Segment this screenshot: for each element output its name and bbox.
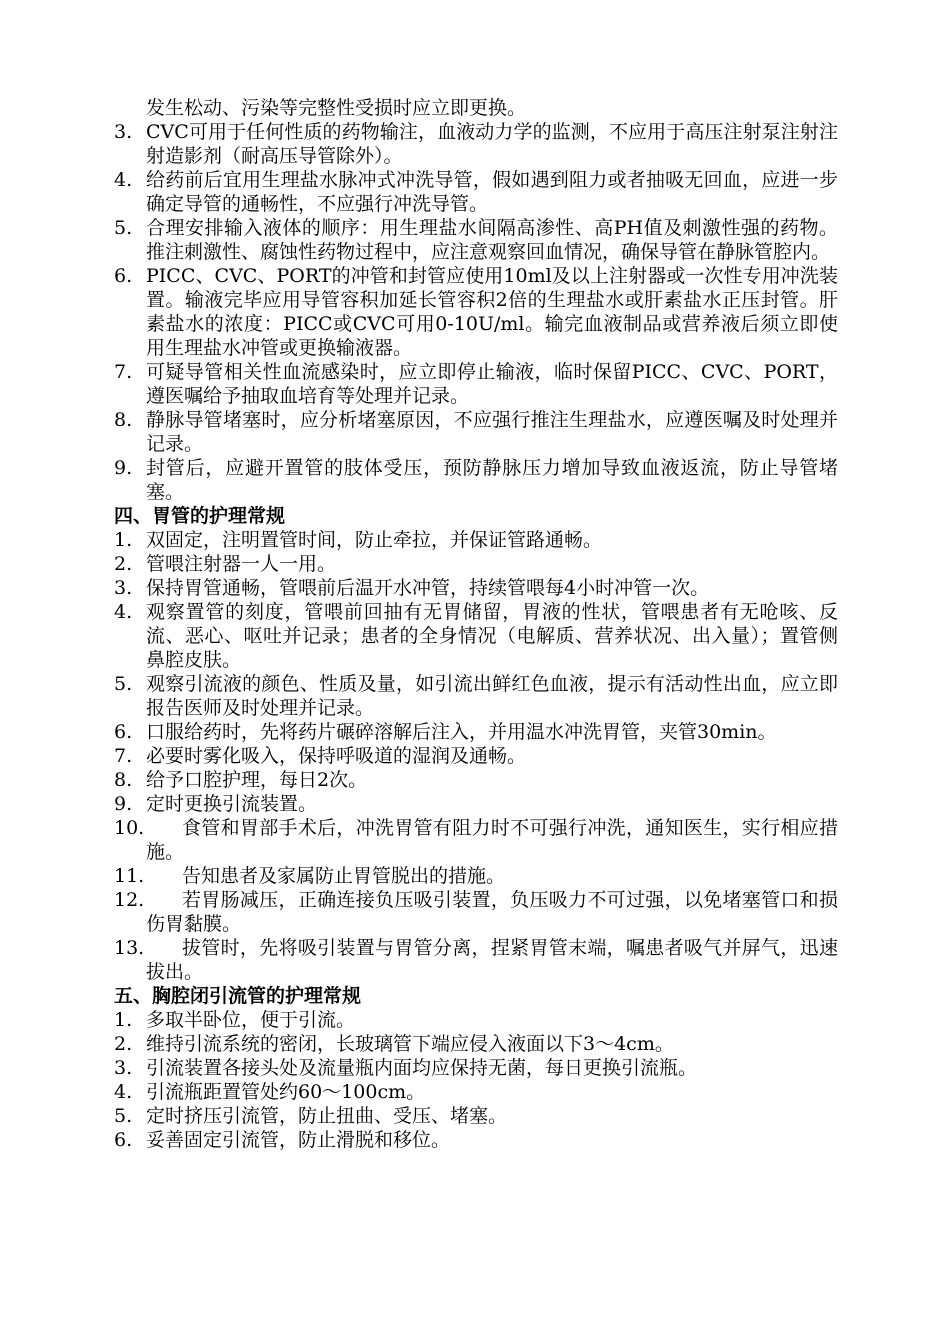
item-text: PICC、CVC、PORT的冲管和封管应使用10ml及以上注射器或一次性专用冲洗装置。输液完毕应用导管容积加延长管容积2倍的生理盐水或肝素盐水正压封管。肝素盐水的浓度：PICC或CVC可用0-10U/ml。输完血液制品或营养液后须立即使用生理盐水冲管或更换输液器。 <box>146 265 838 359</box>
section-heading-gastric-tube: 四、胃管的护理常规 <box>114 505 286 527</box>
item-text: CVC可用于任何性质的药物输注，血液动力学的监测，不应用于高压注射泵注射注射造影剂（耐高压导管除外）。 <box>146 121 838 167</box>
list-item <box>114 168 838 216</box>
item-text: 食管和胃部手术后，冲洗胃管有阻力时不可强行冲洗，通知医生，实行相应措施。 <box>146 817 838 863</box>
item-text: 维持引流系统的密闭，长玻璃管下端应侵入液面以下3～4cm。 <box>146 1033 674 1055</box>
list-item <box>114 1008 838 1032</box>
item-number: 6. <box>114 1129 133 1151</box>
list-item <box>114 1128 838 1152</box>
item-text: 口服给药时，先将药片碾碎溶解后注入，并用温水冲洗胃管，夹管30min。 <box>146 721 777 743</box>
item-number: 4. <box>114 169 133 191</box>
list-item <box>114 600 838 672</box>
item-text: 定时挤压引流管，防止扭曲、受压、堵塞。 <box>146 1105 508 1127</box>
item-number: 8. <box>114 409 133 431</box>
list-item <box>114 768 838 792</box>
item-text: 若胃肠减压，正确连接负压吸引装置，负压吸力不可过强，以免堵塞管口和损伤胃黏膜。 <box>146 889 838 935</box>
list-item <box>114 576 838 600</box>
item-text: 给药前后宜用生理盐水脉冲式冲洗导管，假如遇到阻力或者抽吸无回血，应进一步确定导管的通畅性，不应强行冲洗导管。 <box>146 169 838 215</box>
list-item <box>114 672 838 720</box>
item-number: 6. <box>114 265 133 287</box>
item-number: 5. <box>114 217 133 239</box>
item-number: 10. <box>114 817 145 839</box>
item-text: 保持胃管通畅，管喂前后温开水冲管，持续管喂每4小时冲管一次。 <box>146 577 710 599</box>
item-text: 管喂注射器一人一用。 <box>146 553 337 575</box>
item-number: 4. <box>114 1081 133 1103</box>
item-text: 拔管时，先将吸引装置与胃管分离，捏紧胃管末端，嘱患者吸气并屏气，迅速拔出。 <box>146 937 838 983</box>
item-text: 合理安排输入液体的顺序：用生理盐水间隔高渗性、高PH值及刺激性强的药物。推注刺激性、腐蚀性药物过程中，应注意观察回血情况，确保导管在静脉管腔内。 <box>146 217 838 263</box>
item-number: 7. <box>114 361 133 383</box>
item-number: 5. <box>114 1105 133 1127</box>
item-text: 引流瓶距置管处约60～100cm。 <box>146 1081 426 1103</box>
item-text: 多取半卧位，便于引流。 <box>146 1009 356 1031</box>
item-text: 封管后，应避开置管的肢体受压，预防静脉压力增加导致血液返流，防止导管堵塞。 <box>146 457 838 503</box>
item-text: 定时更换引流装置。 <box>146 793 318 815</box>
item-text: 静脉导管堵塞时，应分析堵塞原因，不应强行推注生理盐水，应遵医嘱及时处理并记录。 <box>146 409 838 455</box>
item-number: 5. <box>114 673 133 695</box>
item-text: 告知患者及家属防止胃管脱出的措施。 <box>182 865 506 887</box>
item-number: 6. <box>114 721 133 743</box>
section-heading-chest-drainage: 五、胸腔闭引流管的护理常规 <box>114 985 362 1007</box>
item-text: 可疑导管相关性血流感染时，应立即停止输液，临时保留PICC、CVC、PORT，遵医嘱给予抽取血培育等处理并记录。 <box>146 361 838 407</box>
item-text: 引流装置各接头处及流量瓶内面均应保持无菌，每日更换引流瓶。 <box>146 1057 698 1079</box>
item-number: 3. <box>114 577 133 599</box>
document-body <box>114 96 838 1152</box>
list-item <box>114 456 838 504</box>
item-number: 11. <box>114 865 145 887</box>
list-item <box>114 264 838 360</box>
item-text: 双固定，注明置管时间，防止牵拉，并保证管路通畅。 <box>146 529 603 551</box>
list-item <box>114 216 838 264</box>
item-number: 12. <box>114 889 145 911</box>
list-item <box>114 792 838 816</box>
gastric-list <box>114 528 838 984</box>
list-item <box>114 120 838 168</box>
list-item <box>114 1080 838 1104</box>
list-item <box>114 720 838 744</box>
list-item <box>114 552 838 576</box>
list-item <box>114 408 838 456</box>
list-item <box>114 1056 838 1080</box>
item-number: 3. <box>114 121 133 143</box>
item-number: 2. <box>114 553 133 575</box>
item-text: 给予口腔护理，每日2次。 <box>146 769 368 791</box>
list-item <box>114 360 838 408</box>
item-number: 2. <box>114 1033 133 1055</box>
list-item <box>114 1104 838 1128</box>
item-number: 1. <box>114 529 133 551</box>
list-item <box>114 816 838 864</box>
intro-line: 发生松动、污染等完整性受损时应立即更换。 <box>146 97 527 119</box>
list-item <box>114 528 838 552</box>
item-number: 1. <box>114 1009 133 1031</box>
item-number: 9. <box>114 793 133 815</box>
item-number: 7. <box>114 745 133 767</box>
list-item <box>114 888 838 936</box>
item-text: 妥善固定引流管，防止滑脱和移位。 <box>146 1129 451 1151</box>
list-item <box>114 1032 838 1056</box>
list-item <box>114 864 838 888</box>
item-number: 9. <box>114 457 133 479</box>
item-number: 8. <box>114 769 133 791</box>
catheter-list <box>114 120 838 504</box>
item-text: 观察引流液的颜色、性质及量，如引流出鲜红色血液，提示有活动性出血，应立即报告医师及时处理并记录。 <box>146 673 838 719</box>
item-text: 观察置管的刻度，管喂前回抽有无胃储留，胃液的性状，管喂患者有无呛咳、反流、恶心、呕吐并记录；患者的全身情况（电解质、营养状况、出入量）；置管侧鼻腔皮肤。 <box>146 601 838 671</box>
list-item <box>114 744 838 768</box>
item-number: 4. <box>114 601 133 623</box>
item-number: 13. <box>114 937 145 959</box>
chest-drainage-list <box>114 1008 838 1152</box>
list-item <box>114 936 838 984</box>
item-number: 3. <box>114 1057 133 1079</box>
item-text: 必要时雾化吸入，保持呼吸道的湿润及通畅。 <box>146 745 527 767</box>
